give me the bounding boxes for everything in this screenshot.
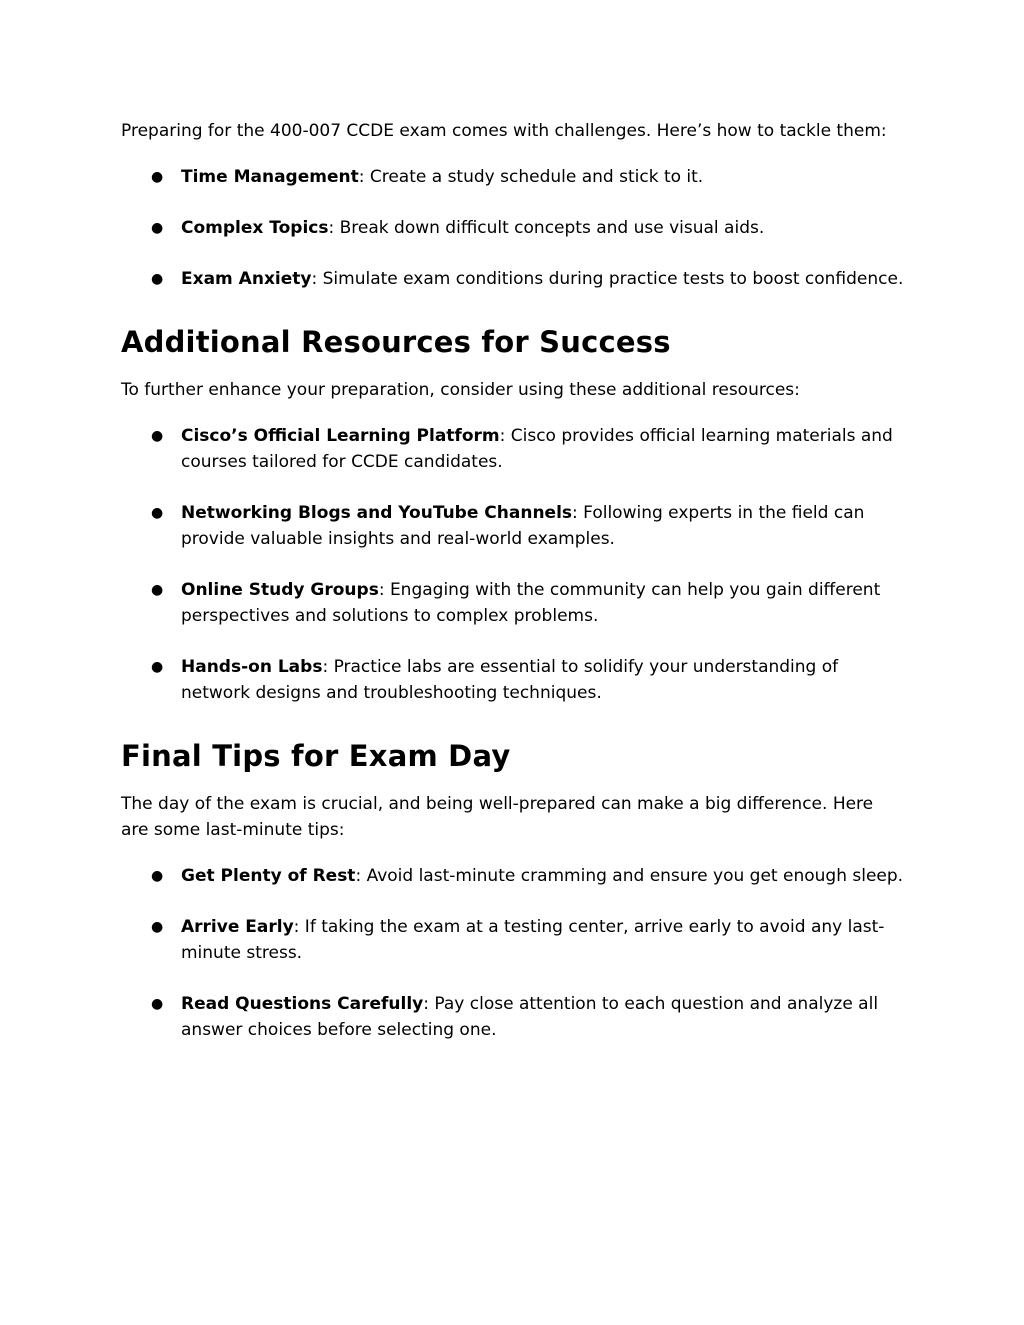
list-item-term: Hands-on Labs [181, 657, 323, 677]
bullet-icon: ● [151, 582, 164, 598]
bullet-icon: ● [151, 505, 164, 521]
bullet-icon: ● [151, 919, 164, 935]
list-item [121, 991, 906, 1043]
list-item-desc: : Simulate exam conditions during practice tests to boost confidence. [311, 269, 904, 289]
challenges-list [121, 164, 906, 292]
section-heading-resources: Additional Resources for Success [121, 325, 671, 359]
resources-intro-paragraph: To further enhance your preparation, consider using these additional resources: [121, 380, 800, 400]
bullet-icon: ● [151, 271, 164, 287]
final-intro-paragraph: The day of the exam is crucial, and being well-prepared can make a big difference. Here are some last-minute tips: [121, 794, 874, 840]
list-item-desc: : Break down difficult concepts and use visual aids. [328, 218, 765, 238]
list-item-term: Time Management [181, 167, 359, 187]
bullet-icon: ● [151, 996, 164, 1012]
list-item [121, 423, 906, 475]
list-item-desc: : Following experts in the field can provide valuable insights and real-world examples. [181, 503, 865, 549]
list-item-term: Exam Anxiety [181, 269, 312, 289]
list-item-term: Networking Blogs and YouTube Channels [181, 503, 573, 523]
list-item [121, 500, 906, 552]
list-item-desc: : Practice labs are essential to solidify your understanding of network designs and troubleshooting techniques. [181, 657, 839, 703]
list-item-term: Online Study Groups [181, 580, 379, 600]
list-item-term: Arrive Early [181, 917, 294, 937]
bullet-icon: ● [151, 868, 164, 884]
list-item-desc: : If taking the exam at a testing center, arrive early to avoid any last-minute stress. [181, 917, 885, 963]
list-item [121, 577, 906, 629]
list-item-term: Cisco’s Official Learning Platform [181, 426, 500, 446]
list-item [121, 863, 906, 889]
list-item [121, 654, 906, 706]
list-item-desc: : Create a study schedule and stick to it. [358, 167, 704, 187]
bullet-icon: ● [151, 169, 164, 185]
bullet-icon: ● [151, 220, 164, 236]
list-item [121, 914, 906, 966]
bullet-icon: ● [151, 659, 164, 675]
list-item-desc: : Pay close attention to each question and analyze all answer choices before selecting one. [181, 994, 879, 1040]
list-item [121, 164, 906, 190]
list-item [121, 215, 906, 241]
list-item-term: Read Questions Carefully [181, 994, 424, 1014]
list-item-desc: : Engaging with the community can help you gain different perspectives and solutions to complex problems. [181, 580, 881, 626]
section-heading-final-tips: Final Tips for Exam Day [121, 739, 511, 773]
list-item [121, 266, 906, 292]
document-page [121, 118, 906, 1043]
bullet-icon: ● [151, 428, 164, 444]
list-item-desc: : Cisco provides official learning materials and courses tailored for CCDE candidates. [181, 426, 893, 472]
list-item-desc: : Avoid last-minute cramming and ensure you get enough sleep. [355, 866, 904, 886]
list-item-term: Complex Topics [181, 218, 329, 238]
resources-list [121, 423, 906, 706]
intro-paragraph: Preparing for the 400-007 CCDE exam comes with challenges. Here’s how to tackle them: [121, 121, 887, 141]
list-item-term: Get Plenty of Rest [181, 866, 356, 886]
final-tips-list [121, 863, 906, 1043]
